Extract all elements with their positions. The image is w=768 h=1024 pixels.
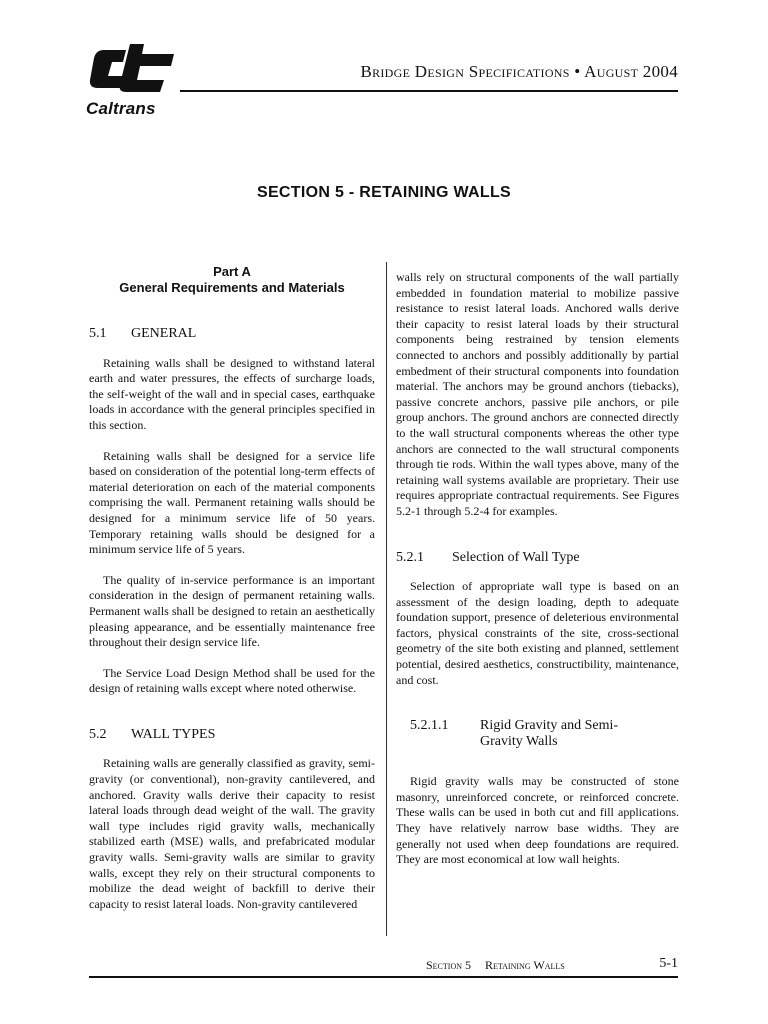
right-column [396, 270, 679, 868]
part-label: Part A [213, 264, 251, 279]
heading-5-1 [89, 326, 375, 342]
footer-section-number: Section 5 [426, 958, 472, 972]
footer-rule [89, 976, 678, 978]
paragraph: Retaining walls are generally classified as gravity, semi-gravity (or conventional), non-gravity cantilevered, and anchored. Gravity walls derive their capacity to resist lateral loads through dead weight of the wall. The gravity wall type includes rigid gravity walls, mechanically stabilized earth (MSE) walls, and prefabricated modular gravity walls. Semi-gravity walls are similar to gravity walls, except they rely on their structural components to mobilize the dead weight of backfill to derive their capacity to resist lateral loads. Non-gravity cantilevered [89, 756, 375, 911]
logo-wordmark: Caltrans [86, 99, 156, 118]
heading-title: WALL TYPES [131, 726, 216, 742]
heading-number: 5.2 [89, 726, 107, 742]
heading-number: 5.2.1.1 [410, 718, 449, 734]
paragraph: Retaining walls shall be designed to withstand lateral earth and water pressures, the effects of surcharge loads, the self-weight of the wall and in special cases, earthquake loads in accordance with the general principles specified in this section. [89, 355, 375, 432]
paragraph: Retaining walls shall be designed for a service life based on consideration of the potential long-term effects of material deterioration on each of the material components comprising the wall. Permanent retaining walls should be designed for a minimum service life of 50 years. Temporary retaining walls should be designed for a minimum service life of 5 years. [89, 448, 375, 557]
caltrans-logo [86, 44, 178, 122]
paragraph: walls rely on structural components of the wall partially embedded in foundation material to mobilize passive resistance to resist lateral loads. Anchored walls derive their capacity to resist lateral loads by their structural components being restrained by tension elements connected to anchors and possibly additionally by partial embedment of their structural components into foundation material. The anchors may be ground anchors (tiebacks), passive concrete anchors, passive pile anchors, or pile group anchors. The ground anchors are connected directly to the wall structural components whereas the other type anchors are connected to the wall structural components through tie rods. Within the wall types above, many of the retaining wall systems available are proprietary. Their use requires appropriate contractual requirements. See Figures 5.2-1 through 5.2-4 for examples. [396, 270, 679, 518]
heading-title: GENERAL [131, 326, 197, 341]
page-number: 5-1 [659, 956, 678, 971]
caltrans-ct-logo-icon [86, 44, 178, 100]
header-rule [180, 90, 678, 92]
heading-5-2-1-1 [396, 718, 679, 750]
document-header-title: Bridge Design Specifications • August 2004 [360, 62, 678, 81]
heading-title: Selection of Wall Type [452, 549, 580, 565]
paragraph: The quality of in-service performance is an important consideration in the design of permanent retaining walls. Permanent walls shall be designed to retain an aesthetically pleasing appearance, and be essentially maintenance free throughout their design service life. [89, 572, 375, 650]
footer-section-name: Retaining Walls [485, 958, 565, 972]
paragraph: The Service Load Design Method shall be used for the design of retaining walls except where noted otherwise. [89, 665, 375, 696]
part-title: General Requirements and Materials [119, 280, 345, 295]
paragraph: Selection of appropriate wall type is based on an assessment of the design loading, depth to adequate foundation support, presence of deleterious environmental factors, physical constraints of the site, cross-sectional geometry of the site both existing and planned, settlement potential, desired aesthetics, constructibility, maintenance, and cost. [396, 579, 679, 687]
heading-5-2-1 [396, 550, 679, 566]
heading-number: 5.1 [89, 326, 107, 341]
left-column [89, 264, 375, 912]
footer-section-label [426, 958, 565, 973]
heading-number: 5.2.1 [396, 549, 424, 565]
paragraph: Rigid gravity walls may be constructed of stone masonry, unreinforced concrete, or reinforced concrete. These walls can be used in both cut and fill applications. They have relatively narrow base widths. They are generally not used when deep foundations are required. They are most economical at low wall heights. [396, 774, 679, 867]
column-divider [386, 262, 387, 936]
heading-title: Rigid Gravity and Semi-Gravity Walls [480, 718, 619, 750]
heading-5-2 [89, 727, 375, 743]
section-title: SECTION 5 - RETAINING WALLS [256, 184, 512, 201]
